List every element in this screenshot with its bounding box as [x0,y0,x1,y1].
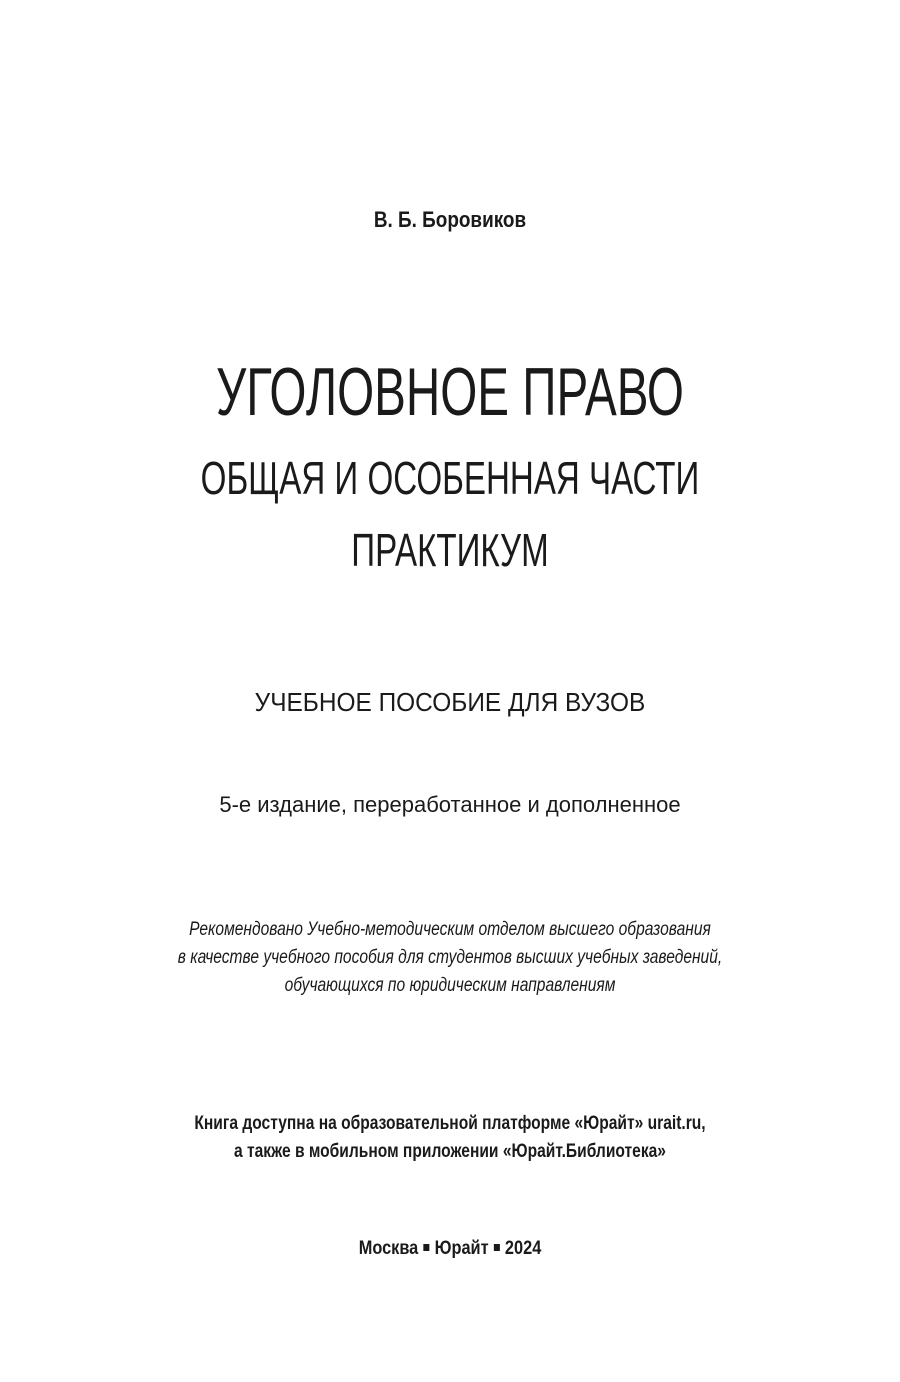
imprint-year: 2024 [504,1238,542,1259]
book-subtitle: ОБЩАЯ И ОСОБЕННАЯ ЧАСТИ [200,452,700,504]
author-name: В. Б. Боровиков [373,207,527,232]
imprint-city: Москва [358,1238,419,1259]
recommendation-line: обучающихся по юридическим направлениям [284,975,616,996]
availability-line: а также в мобильном приложении «Юрайт.Библиотека» [234,1141,666,1162]
imprint-publisher: Юрайт [434,1238,489,1259]
square-separator-icon [423,1244,429,1251]
recommendation-line: в качестве учебного пособия для студентов высших учебных заведений, [177,947,723,968]
availability-line: Книга доступна на образовательной платформе «Юрайт» urait.ru, [194,1113,706,1134]
imprint-line [63,1236,837,1262]
book-subtitle-2: ПРАКТИКУМ [351,524,549,576]
availability-block [81,1110,819,1166]
edition-note: 5-е издание, переработанное и дополненное [219,792,681,817]
book-title: УГОЛОВНОЕ ПРАВО [216,354,684,430]
book-genre: УЧЕБНОЕ ПОСОБИЕ ДЛЯ ВУЗОВ [254,687,646,717]
recommendation-line: Рекомендовано Учебно-методическим отделом высшего образования [189,919,711,940]
square-separator-icon [494,1244,500,1251]
recommendation-block [81,916,819,1000]
